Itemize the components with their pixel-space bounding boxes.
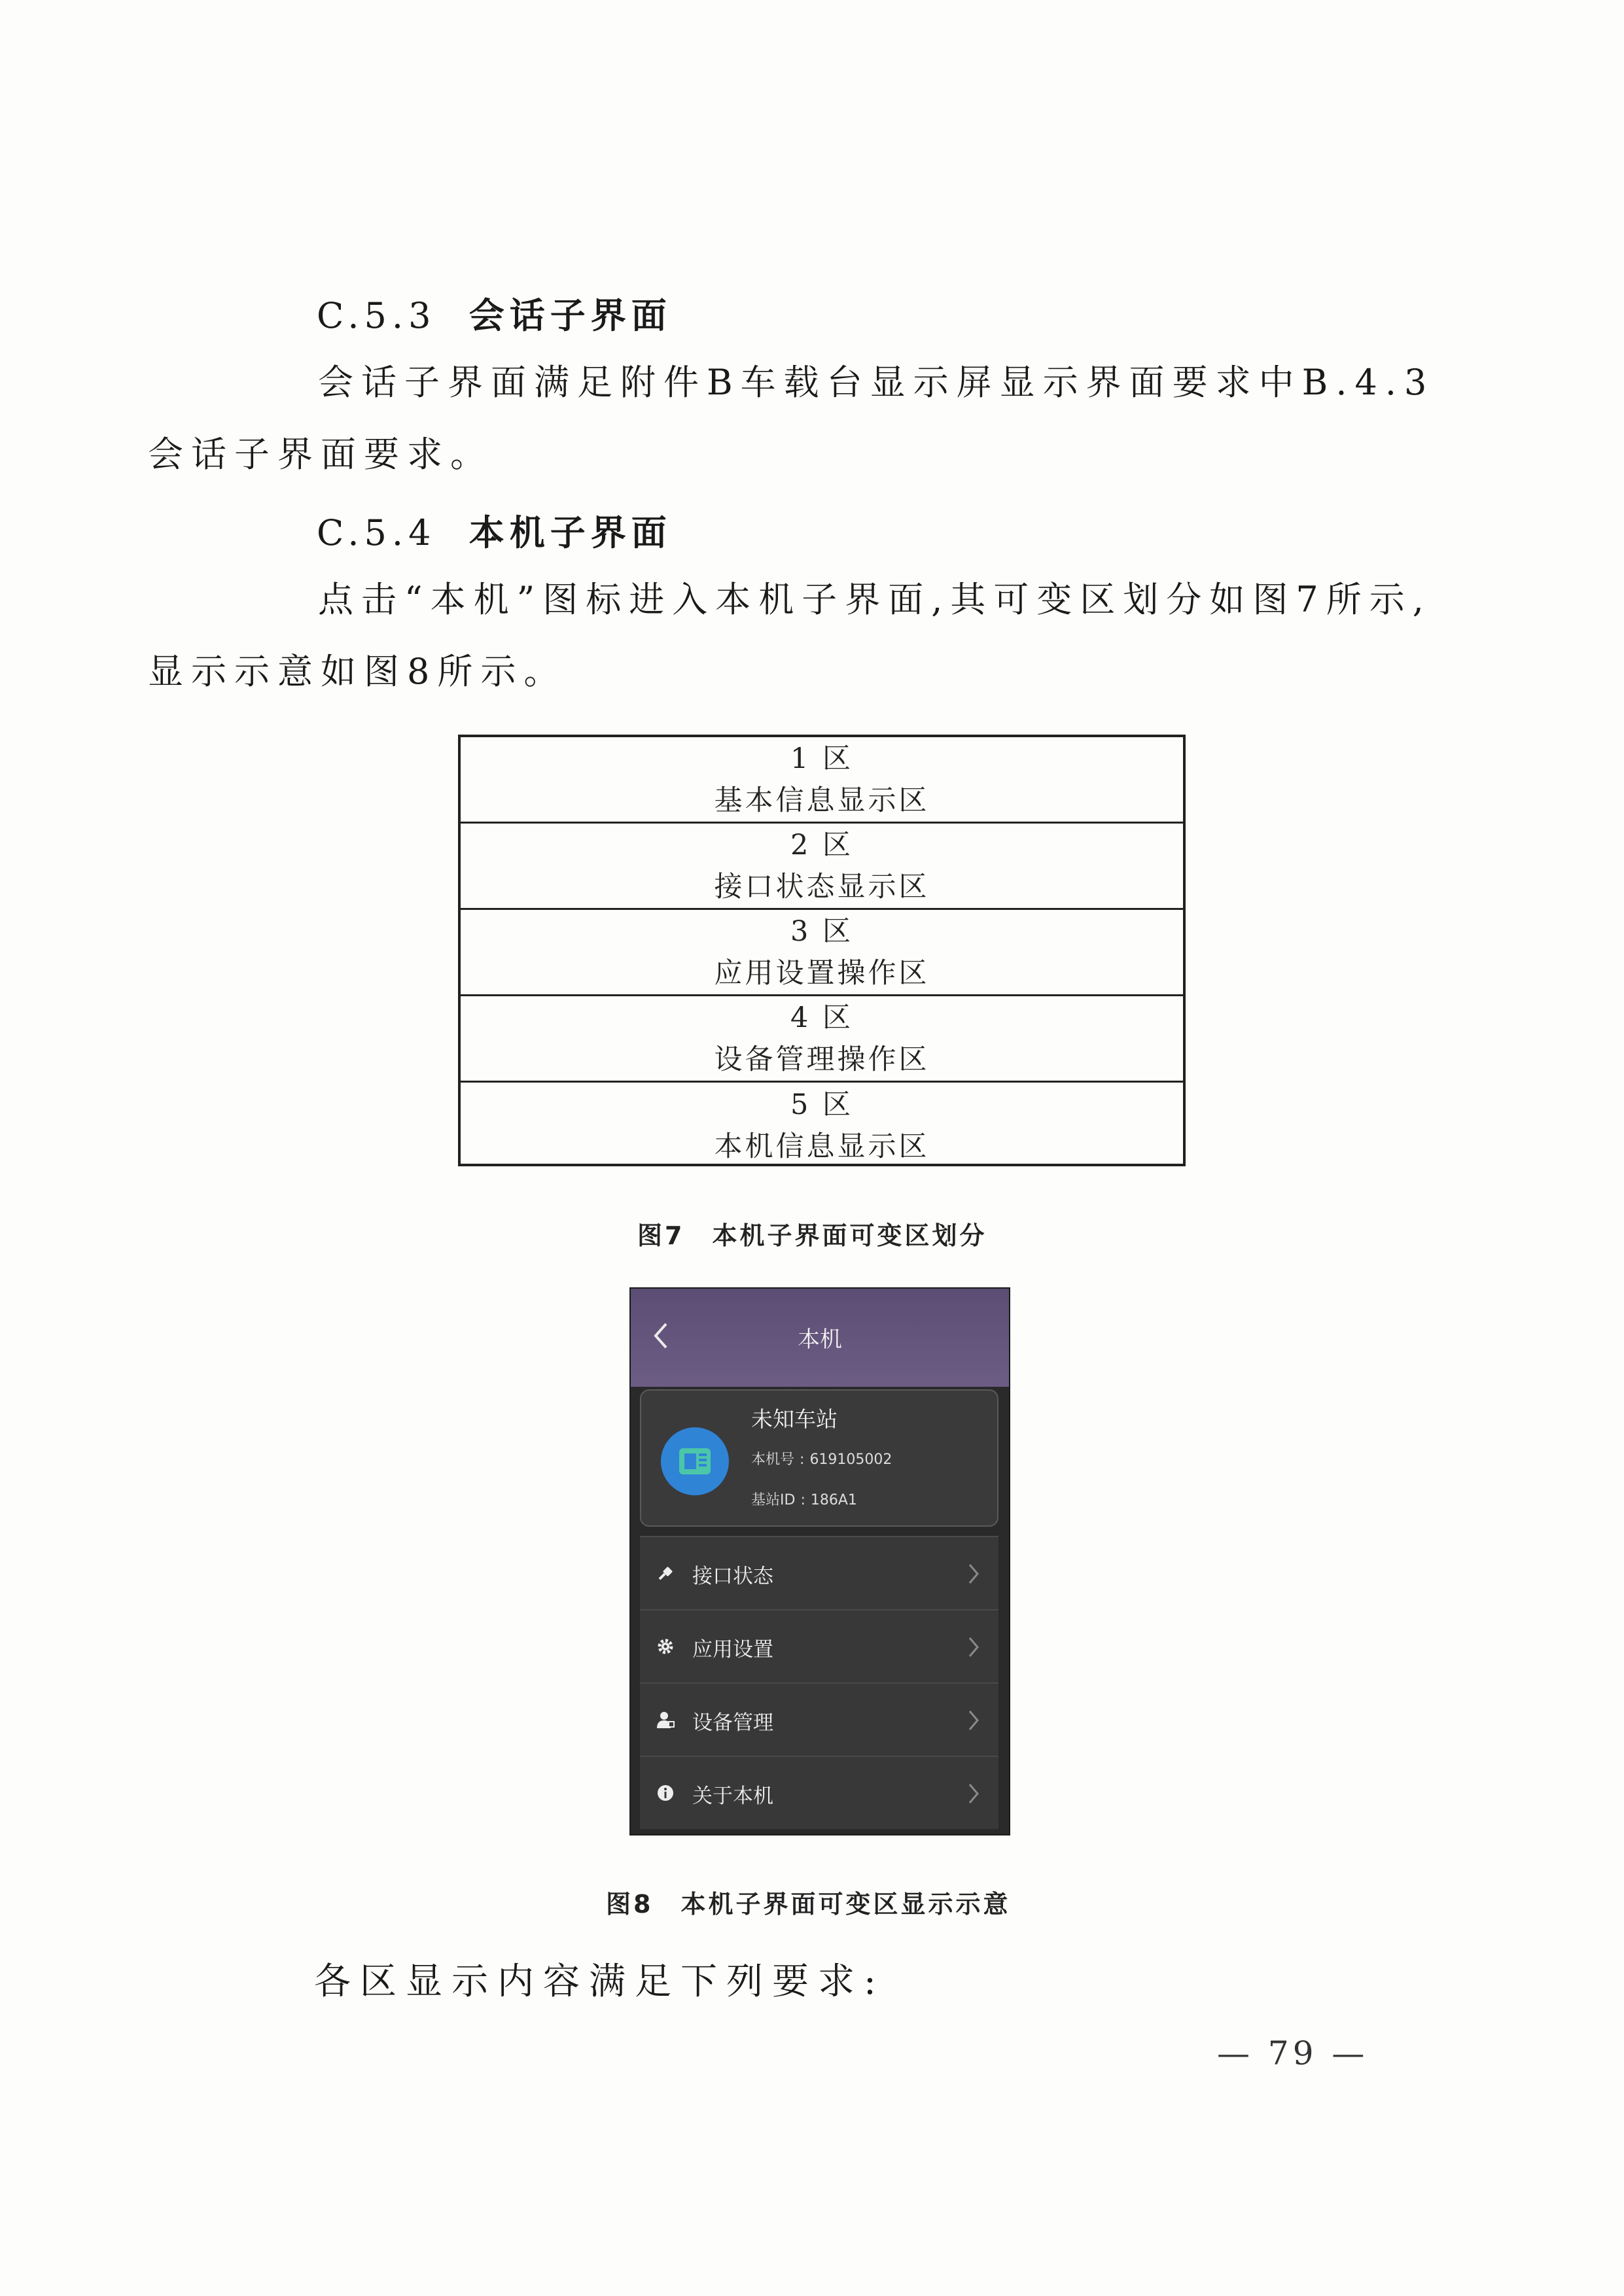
section-heading-c54 xyxy=(317,505,672,555)
chevron-right-icon xyxy=(967,1709,980,1732)
base-station-line: 基站ID : 186A1 xyxy=(751,1492,857,1508)
zone-row xyxy=(461,824,1183,910)
menu-item-label: 应用设置 xyxy=(692,1638,773,1661)
zone-description: 基本信息显示区 xyxy=(714,784,930,817)
menu-item-interface-status[interactable] xyxy=(640,1536,998,1609)
menu-item-label: 设备管理 xyxy=(692,1711,773,1735)
zone-table xyxy=(458,735,1186,1166)
section-number: C.5.4 xyxy=(317,512,436,553)
zone-description: 应用设置操作区 xyxy=(714,956,930,990)
menu-item-label: 关于本机 xyxy=(692,1784,773,1808)
gear-icon xyxy=(656,1637,675,1656)
user-icon xyxy=(656,1710,675,1730)
paragraph-line: 会话子界面满足附件B车载台显示屏显示界面要求中B.4.3 xyxy=(318,362,1435,403)
zone-row xyxy=(461,737,1183,824)
base-station-value: 186A1 xyxy=(810,1492,857,1508)
paragraph-c53 xyxy=(148,347,1435,491)
station-avatar xyxy=(661,1427,729,1495)
radio-device-icon xyxy=(675,1442,715,1481)
menu-item-label: 接口状态 xyxy=(692,1565,773,1588)
phone-title: 本机 xyxy=(798,1327,842,1353)
plug-icon xyxy=(656,1563,675,1583)
zone-row xyxy=(461,1083,1183,1169)
phone-header xyxy=(631,1289,1009,1387)
page-number: — 79 — xyxy=(1217,2034,1369,2072)
zone-number: 3 区 xyxy=(790,914,854,948)
menu-item-app-settings[interactable] xyxy=(640,1609,998,1682)
device-number-line: 本机号 : 619105002 xyxy=(751,1452,892,1468)
station-name: 未知车站 xyxy=(751,1406,838,1432)
device-number-label: 本机号 xyxy=(751,1452,795,1468)
paragraph-line: 会话子界面要求。 xyxy=(148,434,493,475)
zone-row xyxy=(461,910,1183,996)
section-title: 本机子界面 xyxy=(468,512,672,553)
device-number-value: 619105002 xyxy=(809,1452,892,1468)
closing-paragraph: 各区显示内容满足下列要求: xyxy=(314,1960,885,2003)
phone-screenshot xyxy=(629,1287,1010,1835)
chevron-right-icon xyxy=(967,1635,980,1659)
menu-item-device-management[interactable] xyxy=(640,1682,998,1756)
figure7-caption: 图7 本机子界面可变区划分 xyxy=(637,1221,987,1250)
figure8-caption: 图8 本机子界面可变区显示示意 xyxy=(606,1890,1011,1919)
paragraph-c54 xyxy=(148,564,1432,708)
zone-number: 1 区 xyxy=(790,742,854,775)
chevron-right-icon xyxy=(967,1562,980,1586)
info-icon xyxy=(656,1783,675,1803)
zone-number: 5 区 xyxy=(790,1088,854,1121)
zone-number: 2 区 xyxy=(790,828,854,861)
base-station-label: 基站ID xyxy=(751,1492,796,1508)
paragraph-line: 点击“本机”图标进入本机子界面,其可变区划分如图7所示, xyxy=(318,579,1432,620)
menu-item-about-device[interactable] xyxy=(640,1756,998,1829)
zone-description: 设备管理操作区 xyxy=(714,1043,930,1076)
section-heading-c53 xyxy=(317,288,672,338)
station-info-card xyxy=(640,1389,998,1527)
paragraph-line: 显示示意如图8所示。 xyxy=(148,651,567,692)
zone-row xyxy=(461,996,1183,1083)
section-title: 会话子界面 xyxy=(468,294,672,336)
zone-description: 接口状态显示区 xyxy=(714,870,930,903)
section-number: C.5.3 xyxy=(317,295,436,336)
zone-description: 本机信息显示区 xyxy=(714,1130,930,1163)
zone-number: 4 区 xyxy=(790,1001,854,1034)
chevron-right-icon xyxy=(967,1782,980,1805)
